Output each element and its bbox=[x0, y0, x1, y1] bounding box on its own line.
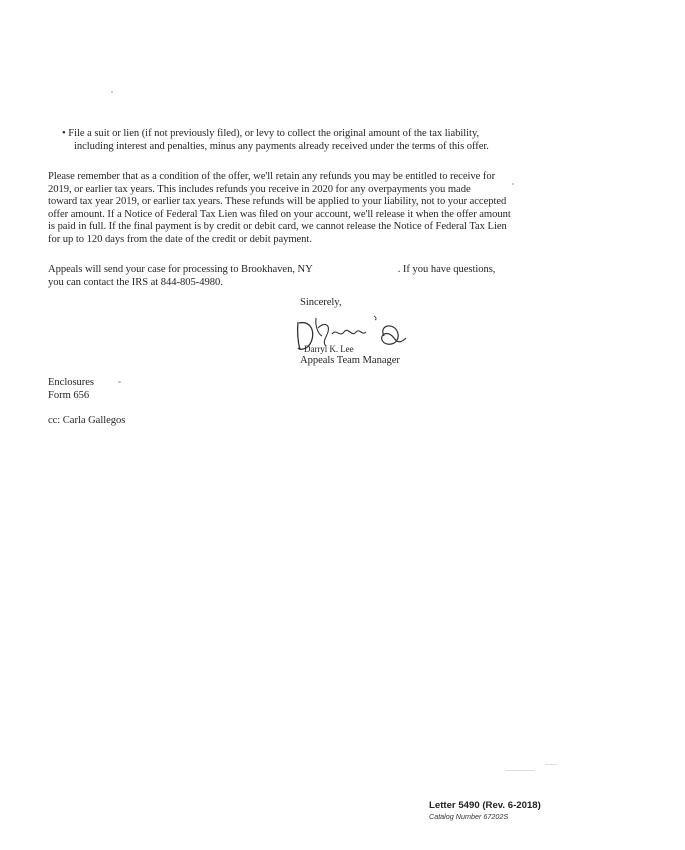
appeals-line-1-end: . If you have questions, bbox=[397, 264, 496, 275]
signer-name: Darryl K. Lee bbox=[304, 344, 354, 354]
scan-speck bbox=[512, 183, 514, 185]
paragraph-line: toward tax year 2019, or earlier tax years. These refunds will be applied to your liability, not to your accepted bbox=[48, 196, 507, 207]
scan-speck bbox=[505, 770, 535, 771]
appeals-line-1 bbox=[48, 264, 495, 277]
enclosure-item: Form 656 bbox=[48, 389, 90, 401]
scan-speck bbox=[545, 764, 557, 765]
bullet-line-2: including interest and penalties, minus any payments already received under the terms of this offer. bbox=[74, 140, 489, 152]
scan-speck bbox=[118, 381, 121, 383]
refund-paragraph bbox=[48, 171, 511, 246]
letter-number: Letter 5490 (Rev. 6-2018) bbox=[429, 800, 541, 811]
appeals-line-1-start: Appeals will send your case for processing to Brookhaven, NY bbox=[48, 264, 313, 275]
appeals-line-2: you can contact the IRS at 844-805-4980. bbox=[48, 276, 223, 288]
enclosures-block bbox=[48, 377, 94, 402]
enclosures-label: Enclosures bbox=[48, 377, 94, 388]
paragraph-line: 2019, or earlier tax years. This includes refunds you receive in 2020 for any overpayments you made bbox=[48, 183, 471, 195]
paragraph-line: offer amount. If a Notice of Federal Tax Lien was filed on your account, we'll release it when the offer amount bbox=[48, 208, 511, 220]
lien-levy-bullet bbox=[62, 128, 489, 153]
cc-line: cc: Carla Gallegos bbox=[48, 415, 126, 426]
bullet-line-1: • File a suit or lien (if not previously filed), or levy to collect the original amount of the tax liability, bbox=[62, 128, 480, 139]
signer-title: Appeals Team Manager bbox=[300, 355, 400, 366]
paragraph-line: for up to 120 days from the date of the credit or debit payment. bbox=[48, 233, 312, 245]
paragraph-line: Please remember that as a condition of the offer, we'll retain any refunds you may be entitled to receive for bbox=[48, 171, 496, 182]
catalog-number: Catalog Number 67202S bbox=[429, 812, 509, 821]
salutation: Sincerely, bbox=[300, 297, 342, 308]
paragraph-line: is paid in full. If the final payment is by credit or debit card, we cannot release the Notice of Federal Tax Lien bbox=[48, 221, 507, 232]
scan-speck bbox=[111, 91, 113, 93]
appeals-paragraph bbox=[48, 264, 495, 289]
